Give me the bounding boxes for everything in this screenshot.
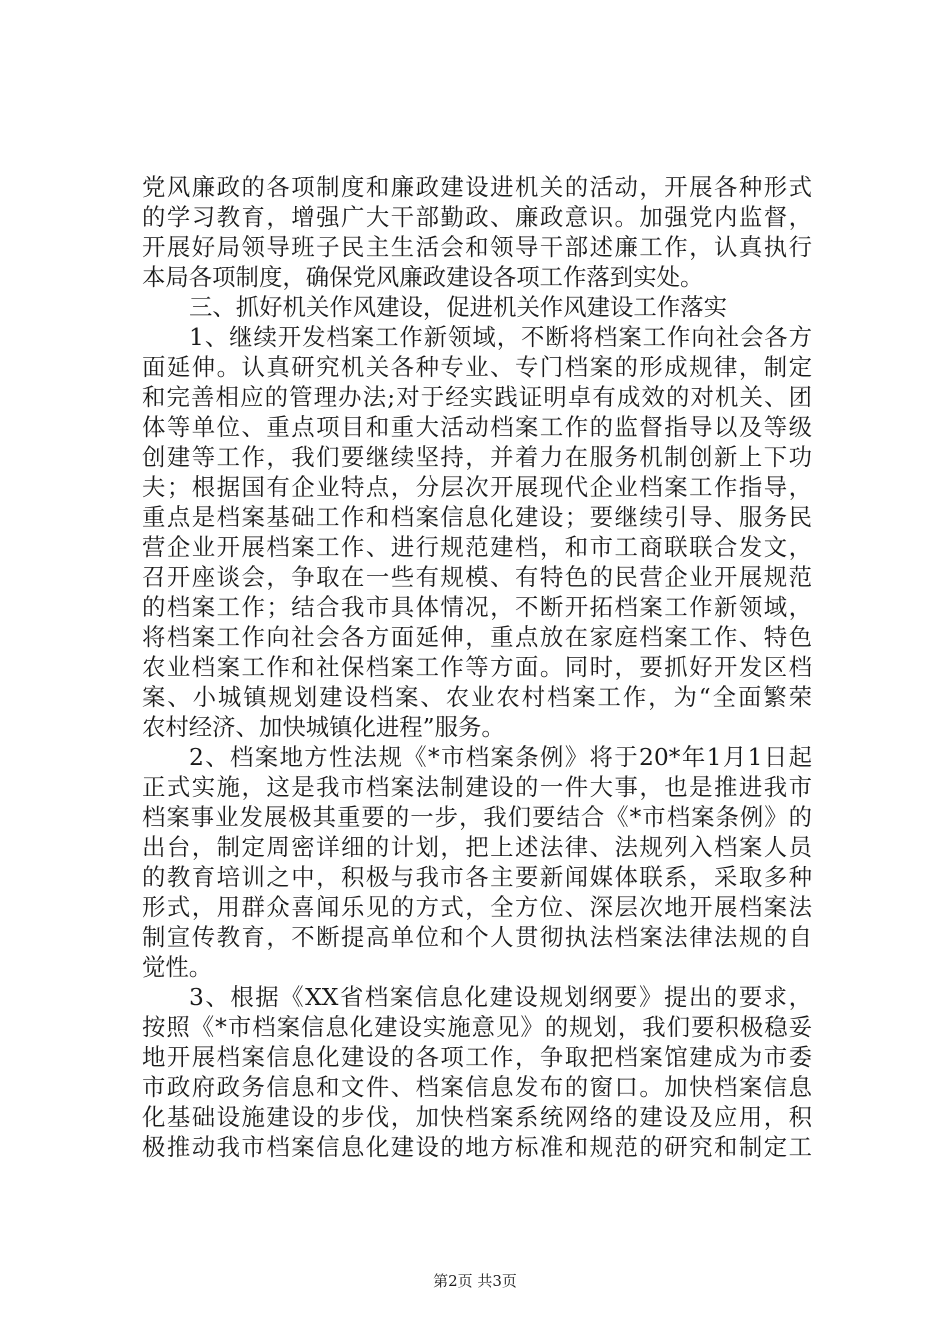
text-line: 营企业开展档案工作、进行规范建档，和市工商联联合发文， bbox=[142, 533, 812, 561]
text-line: 的教育培训之中，积极与我市各主要新闻媒体联系，采取多种 bbox=[142, 863, 812, 891]
text-line: 农村经济、加快城镇化进程”服务。 bbox=[142, 713, 505, 741]
text-line: 和完善相应的管理办法;对于经实践证明卓有成效的对机关、团 bbox=[142, 383, 812, 411]
text-line: 的学习教育，增强广大干部勤政、廉政意识。加强党内监督， bbox=[142, 203, 812, 231]
text-line: 夫；根据国有企业特点，分层次开展现代企业档案工作指导， bbox=[142, 473, 812, 501]
text-line: 农业档案工作和社保档案工作等方面。同时，要抓好开发区档 bbox=[142, 653, 812, 681]
text-line: 制宣传教育，不断提高单位和个人贯彻执法档案法律法规的自 bbox=[142, 923, 812, 951]
text-line: 档案事业发展极其重要的一步，我们要结合《*市档案条例》的 bbox=[142, 803, 812, 831]
text-line: 开展好局领导班子民主生活会和领导干部述廉工作，认真执行 bbox=[142, 233, 812, 261]
text-line: 的档案工作；结合我市具体情况，不断开拓档案工作新领域， bbox=[142, 593, 812, 621]
text-line: 案、小城镇规划建设档案、农业农村档案工作，为“全面繁荣 bbox=[142, 683, 812, 711]
text-line: 正式实施，这是我市档案法制建设的一件大事，也是推进我市 bbox=[142, 773, 812, 801]
text-line: 重点是档案基础工作和档案信息化建设；要继续引导、服务民 bbox=[142, 503, 812, 531]
text-line: 按照《*市档案信息化建设实施意见》的规划，我们要积极稳妥 bbox=[142, 1013, 812, 1041]
text-line: 2、档案地方性法规《*市档案条例》将于20*年1月1日起 bbox=[189, 743, 812, 771]
page-footer: 第2页 共3页 bbox=[433, 1272, 517, 1290]
text-line: 1、继续开发档案工作新领域，不断将档案工作向社会各方 bbox=[189, 323, 812, 351]
text-line: 地开展档案信息化建设的各项工作，争取把档案馆建成为市委 bbox=[142, 1043, 812, 1071]
text-line: 面延伸。认真研究机关各种专业、专门档案的形成规律，制定 bbox=[142, 353, 812, 381]
text-line: 党风廉政的各项制度和廉政建设进机关的活动，开展各种形式 bbox=[142, 173, 812, 201]
text-line: 将档案工作向社会各方面延伸，重点放在家庭档案工作、特色 bbox=[142, 623, 812, 651]
text-line: 三、抓好机关作风建设，促进机关作风建设工作落实 bbox=[189, 293, 727, 321]
text-line: 召开座谈会，争取在一些有规模、有特色的民营企业开展规范 bbox=[142, 563, 812, 591]
document-body bbox=[142, 172, 812, 1162]
text-line: 极推动我市档案信息化建设的地方标准和规范的研究和制定工 bbox=[142, 1133, 812, 1161]
text-line: 出台，制定周密详细的计划，把上述法律、法规列入档案人员 bbox=[142, 833, 812, 861]
text-line: 创建等工作，我们要继续坚持，并着力在服务机制创新上下功 bbox=[142, 443, 812, 471]
text-line: 3、根据《XX省档案信息化建设规划纲要》提出的要求， bbox=[189, 983, 812, 1011]
text-line: 觉性。 bbox=[142, 953, 213, 981]
text-line: 化基础设施建设的步伐，加快档案系统网络的建设及应用，积 bbox=[142, 1103, 812, 1131]
text-line: 体等单位、重点项目和重大活动档案工作的监督指导以及等级 bbox=[142, 413, 812, 441]
text-line: 形式，用群众喜闻乐见的方式，全方位、深层次地开展档案法 bbox=[142, 893, 812, 921]
text-line: 市政府政务信息和文件、档案信息发布的窗口。加快档案信息 bbox=[142, 1073, 812, 1101]
text-line: 本局各项制度，确保党风廉政建设各项工作落到实处。 bbox=[142, 263, 704, 291]
